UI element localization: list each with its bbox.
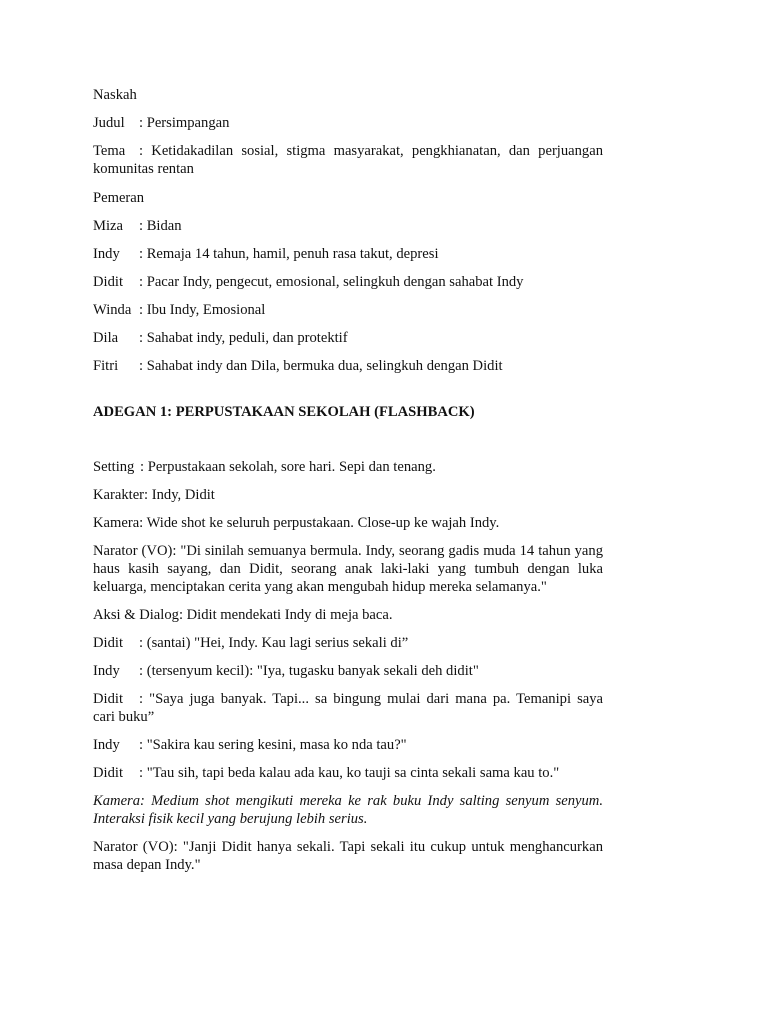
- dialog-speaker: Indy: [93, 737, 120, 753]
- dialog-line: : (tersenyum kecil): "Iya, tugasku banyak sekali deh didit": [139, 663, 479, 679]
- pemeran-title: Pemeran: [93, 190, 145, 206]
- cast-desc: : Pacar Indy, pengecut, emosional, selingkuh dengan sahabat Indy: [139, 274, 524, 290]
- dialog-line: : (santai) "Hei, Indy. Kau lagi serius sekali di”: [139, 635, 409, 651]
- cast-name: Dila: [93, 330, 119, 346]
- cast-row: [93, 217, 603, 235]
- cast-desc: : Ibu Indy, Emosional: [139, 302, 266, 318]
- tema-label: Tema: [93, 143, 126, 159]
- dialog-row: [93, 690, 603, 726]
- dialog-line: : "Saya juga banyak. Tapi... sa bingung mulai dari mana pa. Temanipi saya: [139, 691, 603, 707]
- cast-name: Indy: [93, 246, 120, 262]
- setting-label: Setting: [93, 459, 135, 475]
- cast-name: Didit: [93, 274, 123, 290]
- judul-row: [93, 114, 603, 132]
- narator-line-1: Narator (VO): "Di sinilah semuanya bermula. Indy, seorang gadis muda 14 tahun yang haus kasih sayang, dan Didit, seorang anak laki-laki yang tumbuh dengan luka keluarga, menciptakan cerita yang akan mengubah hidup mereka selamanya.": [93, 543, 603, 595]
- aksi-line: Aksi & Dialog: Didit mendekati Indy di meja baca.: [93, 607, 393, 623]
- cast-desc: : Sahabat indy dan Dila, bermuka dua, selingkuh dengan Didit: [139, 358, 503, 374]
- cast-name: Miza: [93, 218, 123, 234]
- cast-row: [93, 329, 603, 347]
- cast-row: [93, 273, 603, 291]
- narator-line-2: Narator (VO): "Janji Didit hanya sekali. Tapi sekali itu cukup untuk menghancurkan masa depan Indy.": [93, 839, 603, 873]
- dialog-line: : "Sakira kau sering kesini, masa ko nda tau?": [139, 737, 407, 753]
- dialog-row: [93, 736, 603, 754]
- dialog-speaker: Didit: [93, 691, 123, 707]
- cast-name: Winda: [93, 302, 132, 318]
- dialog-row: [93, 662, 603, 680]
- cast-desc: : Bidan: [139, 218, 182, 234]
- tema-first-line: : Ketidakadilan sosial, stigma masyarakat, pengkhianatan, dan perjuangan: [139, 143, 603, 159]
- setting-value: : Perpustakaan sekolah, sore hari. Sepi dan tenang.: [140, 459, 436, 475]
- dialog-speaker: Indy: [93, 663, 120, 679]
- cast-row: [93, 357, 603, 375]
- judul-label: Judul: [93, 115, 125, 131]
- cast-name: Fitri: [93, 358, 119, 374]
- kamera-line-2: Kamera: Medium shot mengikuti mereka ke rak buku Indy salting senyum senyum. Interaksi fisik kecil yang berujung lebih serius.: [93, 793, 603, 827]
- cast-row: [93, 245, 603, 263]
- dialog-line: : "Tau sih, tapi beda kalau ada kau, ko tauji sa cinta sekali sama kau to.": [139, 765, 560, 781]
- tema-second-line: komunitas rentan: [93, 161, 194, 177]
- tema-block: [93, 142, 603, 178]
- dialog-row: [93, 634, 603, 652]
- setting-row: [93, 458, 603, 476]
- cast-list: [93, 217, 603, 375]
- cast-desc: : Remaja 14 tahun, hamil, penuh rasa takut, depresi: [139, 246, 439, 262]
- dialog-speaker: Didit: [93, 765, 123, 781]
- judul-value: : Persimpangan: [139, 115, 230, 131]
- karakter-line: Karakter: Indy, Didit: [93, 487, 215, 503]
- cast-row: [93, 301, 603, 319]
- dialog-list: [93, 634, 603, 782]
- dialog-line-continued: cari buku”: [93, 709, 155, 725]
- kamera-line-1: Kamera: Wide shot ke seluruh perpustakaan. Close-up ke wajah Indy.: [93, 515, 500, 531]
- dialog-speaker: Didit: [93, 635, 123, 651]
- dialog-row: [93, 764, 603, 782]
- script-body: [93, 86, 603, 884]
- scene-heading: ADEGAN 1: PERPUSTAKAAN SEKOLAH (FLASHBACK): [93, 404, 475, 420]
- doc-type-label: Naskah: [93, 87, 137, 103]
- cast-desc: : Sahabat indy, peduli, dan protektif: [139, 330, 348, 346]
